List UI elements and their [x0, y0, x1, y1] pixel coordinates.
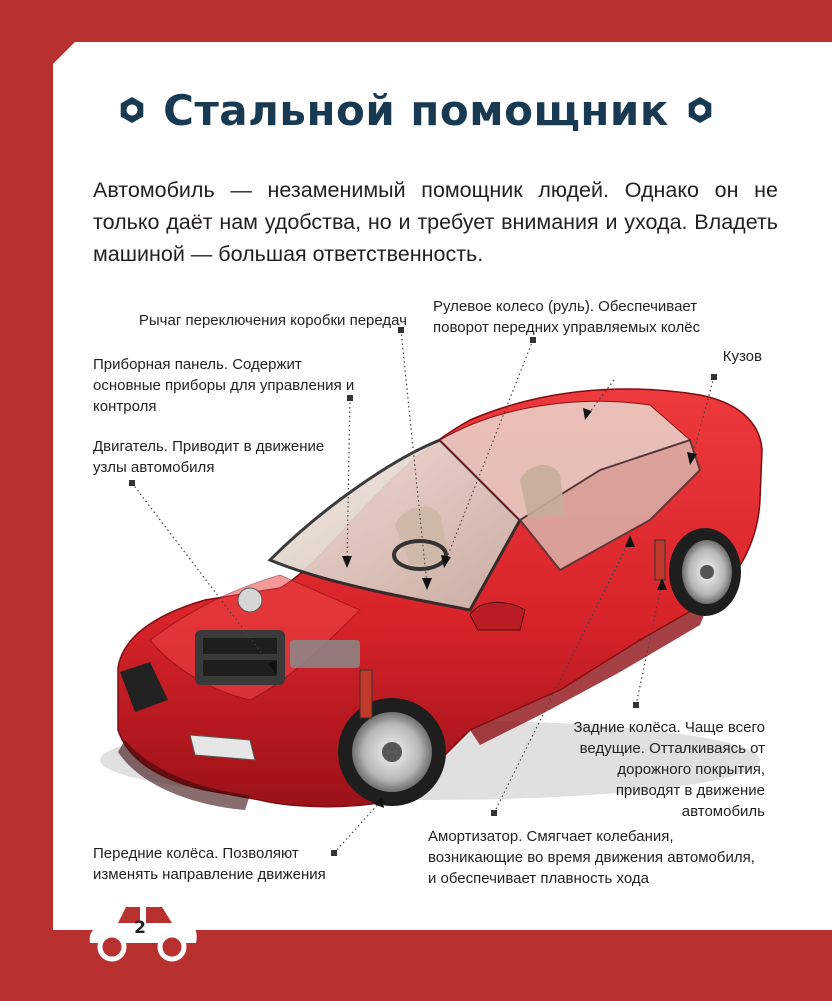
seat [520, 465, 565, 518]
label-shock-absorber: Амортизатор. Смягчает колебания, возникающие во время движения автомобиля, и обеспечивает плавность хода [428, 828, 755, 887]
page-title: Стальной помощник [163, 85, 669, 135]
page-number: 2 [134, 918, 146, 938]
label-rear-wheels: Задние колёса. Чаще всего ведущие. Отталкиваясь от дорожного покрытия, приводят в движение автомобиль [573, 719, 765, 820]
label-front-wheels: Передние колёса. Позволяют изменять направление движения [93, 845, 326, 883]
front-wheel [338, 698, 446, 806]
label-gear-lever: Рычаг переключения коробки передач [138, 312, 407, 329]
intro-paragraph: Автомобиль — незаменимый помощник людей. Однако он не только даёт нам удобства, но и требует внимания и ухода. Владеть машиной — большая ответственность. [93, 178, 778, 266]
label-engine: Двигатель. Приводит в движение узлы автомобиля [93, 438, 325, 476]
label-steering-wheel: Рулевое колесо (руль). Обеспечивает поворот передних управляемых колёс [433, 298, 701, 336]
side-mirror [470, 602, 525, 630]
rear-wheel [669, 528, 741, 616]
label-body: Кузов [722, 348, 762, 365]
label-dashboard: Приборная панель. Содержит основные приборы для управления и контроля [93, 356, 355, 415]
